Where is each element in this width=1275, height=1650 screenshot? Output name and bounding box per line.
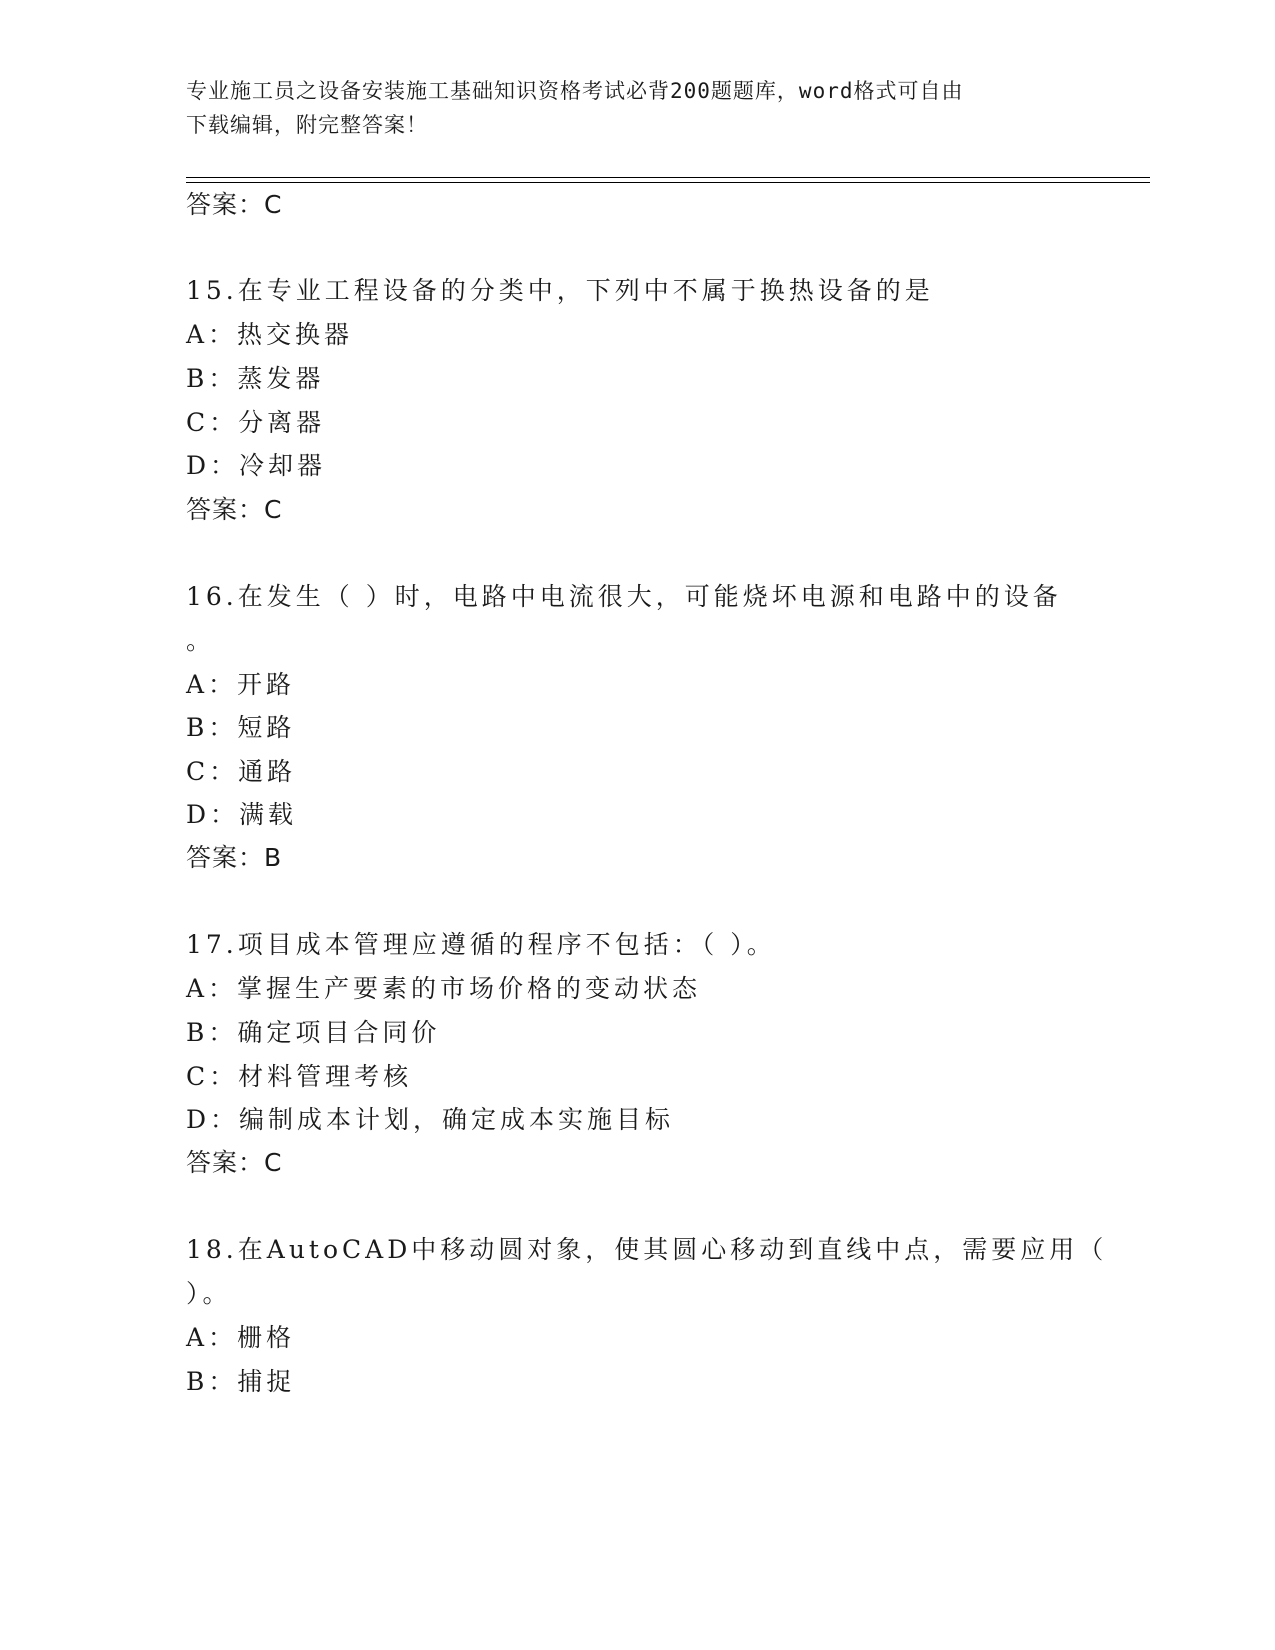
question-16-stem: 16.在发生（ ）时，电路中电流很大，可能烧坏电源和电路中的设备 [186,582,1062,611]
header-divider-bottom [186,182,1150,183]
question-18-option-b: B：捕捉 [186,1367,296,1396]
header-line-2: 下载编辑，附完整答案！ [186,113,428,137]
question-15-option-b: B：蒸发器 [186,364,325,393]
question-15-option-d: D：冷却器 [186,451,327,480]
question-16-option-b: B：短路 [186,713,296,742]
question-18-stem: 18.在AutoCAD中移动圆对象，使其圆心移动到直线中点，需要应用（ [186,1235,1108,1264]
question-16-option-c: C：通路 [186,757,297,786]
question-17-option-b: B：确定项目合同价 [186,1018,441,1047]
previous-answer: 答案：C [186,190,283,219]
question-15-option-c: C：分离器 [186,408,326,437]
question-17-option-c: C：材料管理考核 [186,1062,413,1091]
question-15-answer: 答案：C [186,495,283,524]
question-16-stem-continued: 。 [186,626,216,655]
question-15-stem: 15.在专业工程设备的分类中，下列中不属于换热设备的是 [186,276,934,305]
question-17-option-d: D：编制成本计划，确定成本实施目标 [186,1105,675,1134]
document-header [186,74,1066,142]
question-18-stem-continued: ）。 [186,1279,232,1308]
question-17-answer: 答案：C [186,1148,283,1177]
question-17-stem: 17.项目成本管理应遵循的程序不包括：（ ）。 [186,930,776,959]
question-17-option-a: A：掌握生产要素的市场价格的变动状态 [186,974,702,1003]
question-16-option-a: A：开路 [186,670,296,699]
header-divider-top [186,177,1150,178]
question-16-option-d: D：满载 [186,800,298,829]
question-16-answer: 答案：B [186,843,283,872]
question-18-option-a: A：栅格 [186,1323,296,1352]
question-15-option-a: A：热交换器 [186,320,354,349]
header-line-1: 专业施工员之设备安装施工基础知识资格考试必背200题题库，word格式可自由 [186,79,964,103]
